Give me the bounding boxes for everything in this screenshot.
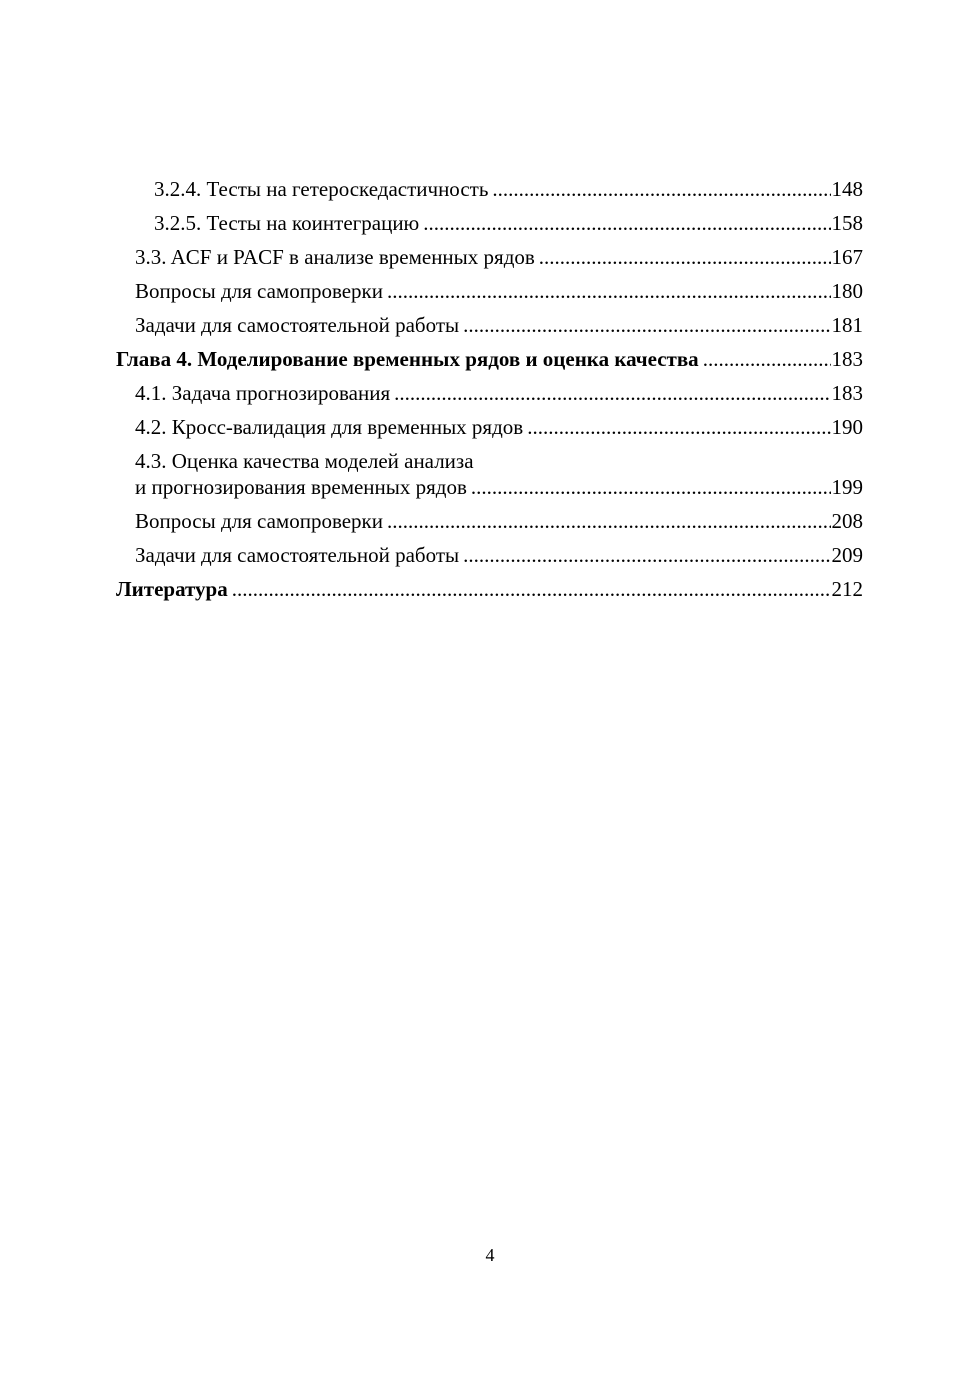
toc-entry-label: Задачи для самостоятельной работы [135,543,460,567]
toc-entry-label: Литература [116,577,228,601]
toc-dot-leader [232,572,831,606]
toc-entry-4-3[interactable] [116,444,863,504]
toc-entry-page: 199 [831,475,863,499]
table-of-contents [116,172,863,606]
toc-dot-leader [539,240,831,274]
toc-entry-questions-ch3[interactable] [116,274,863,308]
toc-entry-page: 180 [831,279,863,303]
toc-entry-page: 181 [831,313,863,337]
toc-entry-4-1[interactable] [116,376,863,410]
toc-entry-label: Вопросы для самопроверки [135,279,384,303]
toc-entry-literature[interactable] [116,572,863,606]
toc-dot-leader [423,206,830,240]
toc-entry-questions-ch4[interactable] [116,504,863,538]
toc-entry-label: 4.2. Кросс-валидация для временных рядов [135,415,524,439]
toc-entry-4-2[interactable] [116,410,863,444]
toc-entry-page: 158 [831,211,863,235]
toc-entry-label: Глава 4. Моделирование временных рядов и оценка качества [116,347,699,371]
toc-entry-page: 209 [831,543,863,567]
toc-entry-page: 183 [831,347,863,371]
toc-entry-label: Вопросы для самопроверки [135,509,384,533]
toc-dot-leader [492,172,830,206]
toc-entry-page: 212 [831,577,863,601]
toc-entry-label-line1: 4.3. Оценка качества моделей анализа [135,449,474,473]
toc-entry-3-2-5[interactable] [116,206,863,240]
toc-entry-page: 190 [831,415,863,439]
toc-entry-label: 4.1. Задача прогнозирования [135,381,391,405]
toc-dot-leader [394,376,830,410]
toc-dot-leader [387,274,830,308]
toc-dot-leader [471,474,831,500]
toc-entry-line2 [135,474,863,504]
toc-entry-label: Задачи для самостоятельной работы [135,313,460,337]
toc-entry-tasks-ch3[interactable] [116,308,863,342]
toc-entry-label-line2: и прогнозирования временных рядов [135,475,467,499]
toc-entry-tasks-ch4[interactable] [116,538,863,572]
toc-dot-leader [527,410,830,444]
toc-entry-page: 183 [831,381,863,405]
toc-dot-leader [387,504,830,538]
toc-entry-label: 3.2.4. Тесты на гетероскедастичность [154,177,489,201]
toc-entry-label: 3.3. ACF и PACF в анализе временных рядов [135,245,535,269]
toc-entry-page: 167 [831,245,863,269]
toc-entry-chapter-4[interactable] [116,342,863,376]
page-number: 4 [485,1245,495,1265]
toc-dot-leader [463,538,830,572]
toc-entry-label: 3.2.5. Тесты на коинтеграцию [154,211,420,235]
toc-entry-3-2-4[interactable] [116,172,863,206]
toc-entry-page: 148 [831,177,863,201]
toc-entry-page: 208 [831,509,863,533]
toc-dot-leader [703,342,831,376]
toc-entry-3-3[interactable] [116,240,863,274]
toc-dot-leader [463,308,830,342]
